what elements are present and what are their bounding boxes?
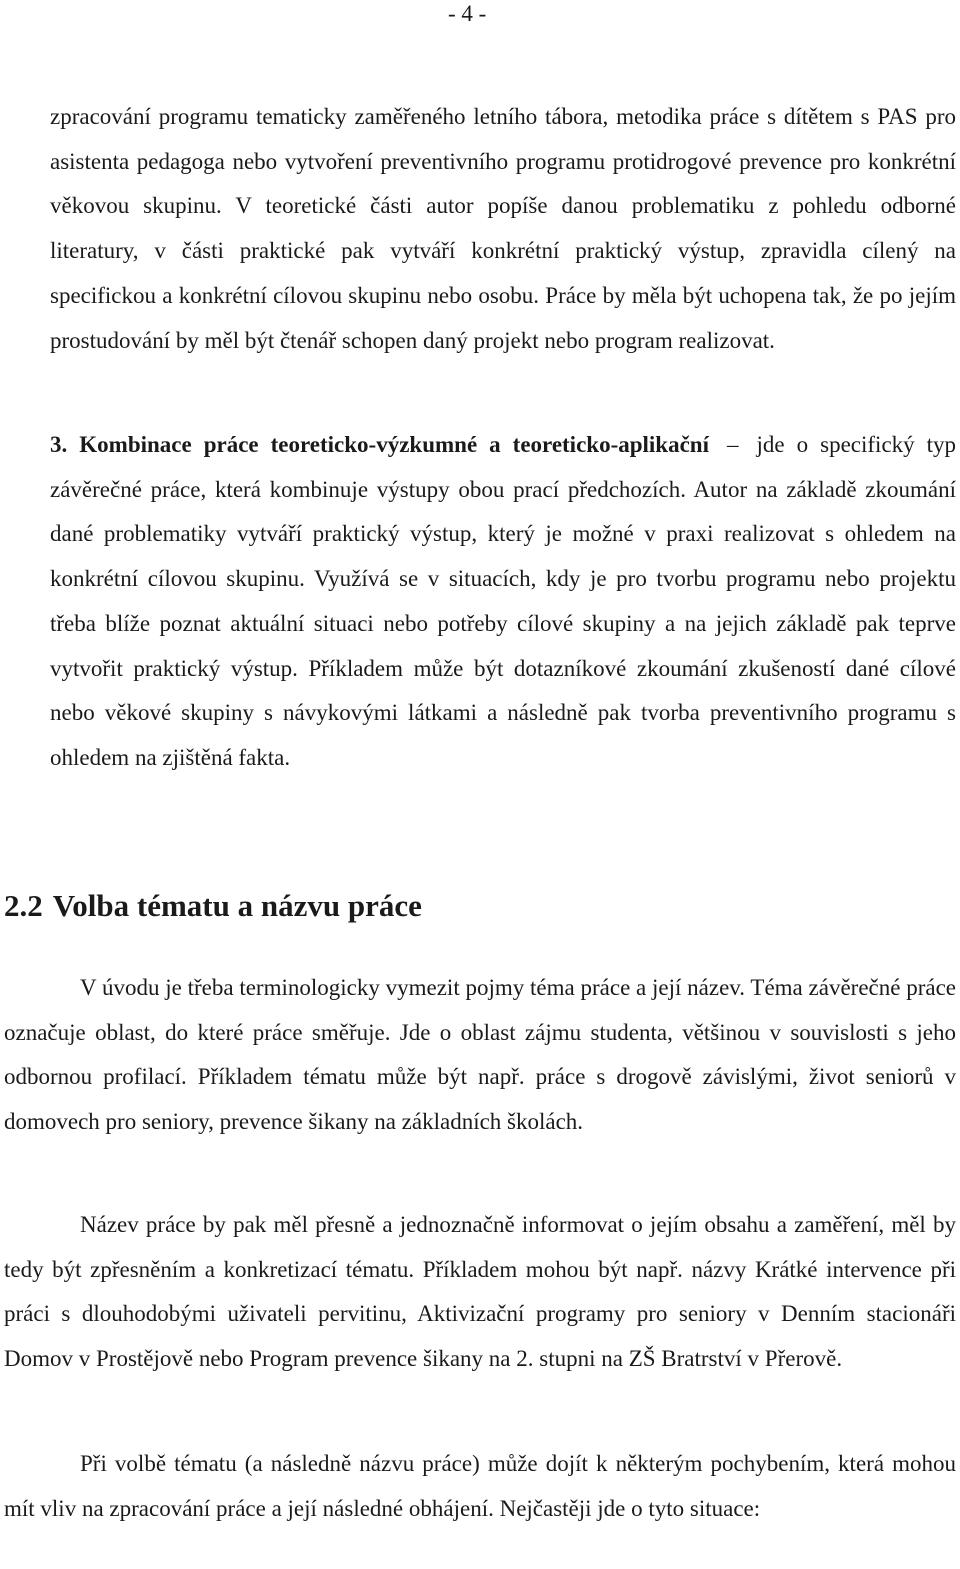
paragraph-sentence: Práce by měla být uchopena tak, že po jejím prostudování by měl být čtenář schopen daný projekt nebo program realizovat. — [50, 282, 956, 353]
list-number: 3. — [50, 432, 68, 457]
paragraph-topic: V úvodu je třeba terminologicky vymezit pojmy téma práce a její název. Téma závěrečné práce označuje oblast, do které práce směřuje. Jde o oblast zájmu studenta, většinou v souvislosti s jeho odbornou profilací. Příkladem tématu může být např. práce s drogově závislými, život seniorů v domovech pro seniory, prevence šikany na základních školách. — [4, 975, 956, 1135]
section-heading — [4, 884, 422, 928]
dash: – — [727, 432, 739, 457]
bold-term: Kombinace práce teoreticko-výzkumné a teoreticko-aplikační — [79, 432, 709, 457]
paragraph-title: Název práce by pak měl přesně a jednoznačně informovat o jejím obsahu a zaměření, měl by tedy být zpřesněním a konkretizací tématu. Příkladem mohou být např. názvy Krátké intervence při práci s dlouhodobými uživateli pervitinu, Aktivizační programy pro seniory v Denním stacionáři Domov v Prostějově nebo Program prevence šikany na 2. stupni na ZŠ Bratrství v Přerově. — [4, 1212, 956, 1372]
paragraph-mistakes: Při volbě tématu (a následně názvu práce) může dojít k některým pochybením, která mohou mít vliv na zpracování práce a její následné obhájení. Nejčastěji jde o tyto situace: — [4, 1451, 956, 1521]
paragraph-sentence: V teoretické části autor popíše danou problematiku z pohledu odborné literatury, v části praktické pak vytváří konkrétní praktický výstup, zpravidla cílený na specifickou a konkrétní cílovou skupinu nebo osobu. — [50, 193, 956, 308]
paragraph-text: jde o specifický typ závěrečné práce, která kombinuje výstupy obou prací předchozích. Autor na základě zkoumání dané problematiky vytváří praktický výstup, který je možné v praxi realizovat s ohledem na konkrétní cílovou skupinu. Využívá se v situacích, kdy je pro tvorbu programu nebo projektu třeba blíže poznat aktuální situaci nebo potřeby cílové skupiny a na jejich základě pak teprve vytvořit praktický výstup. Příkladem může být dotazníkové zkoumání zkušeností dané cílové nebo věkové skupiny s návykovými látkami a následně pak tvorba preventivního programu s ohledem na zjištěná fakta. — [50, 432, 957, 770]
paragraph-sentence: zpracování programu tematicky zaměřeného letního tábora, metodika práce s dítětem s PAS pro asistenta pedagoga nebo vytvoření preventivního programu protidrogové prevence pro konkrétní věkovou skupinu. — [50, 104, 956, 219]
paragraph-combined-work — [50, 423, 956, 781]
section-number: 2.2 — [4, 888, 43, 923]
page-number: - 4 - — [448, 1, 487, 26]
section-title: Volba tématu a názvu práce — [52, 888, 422, 923]
paragraph-project-work — [50, 95, 956, 363]
